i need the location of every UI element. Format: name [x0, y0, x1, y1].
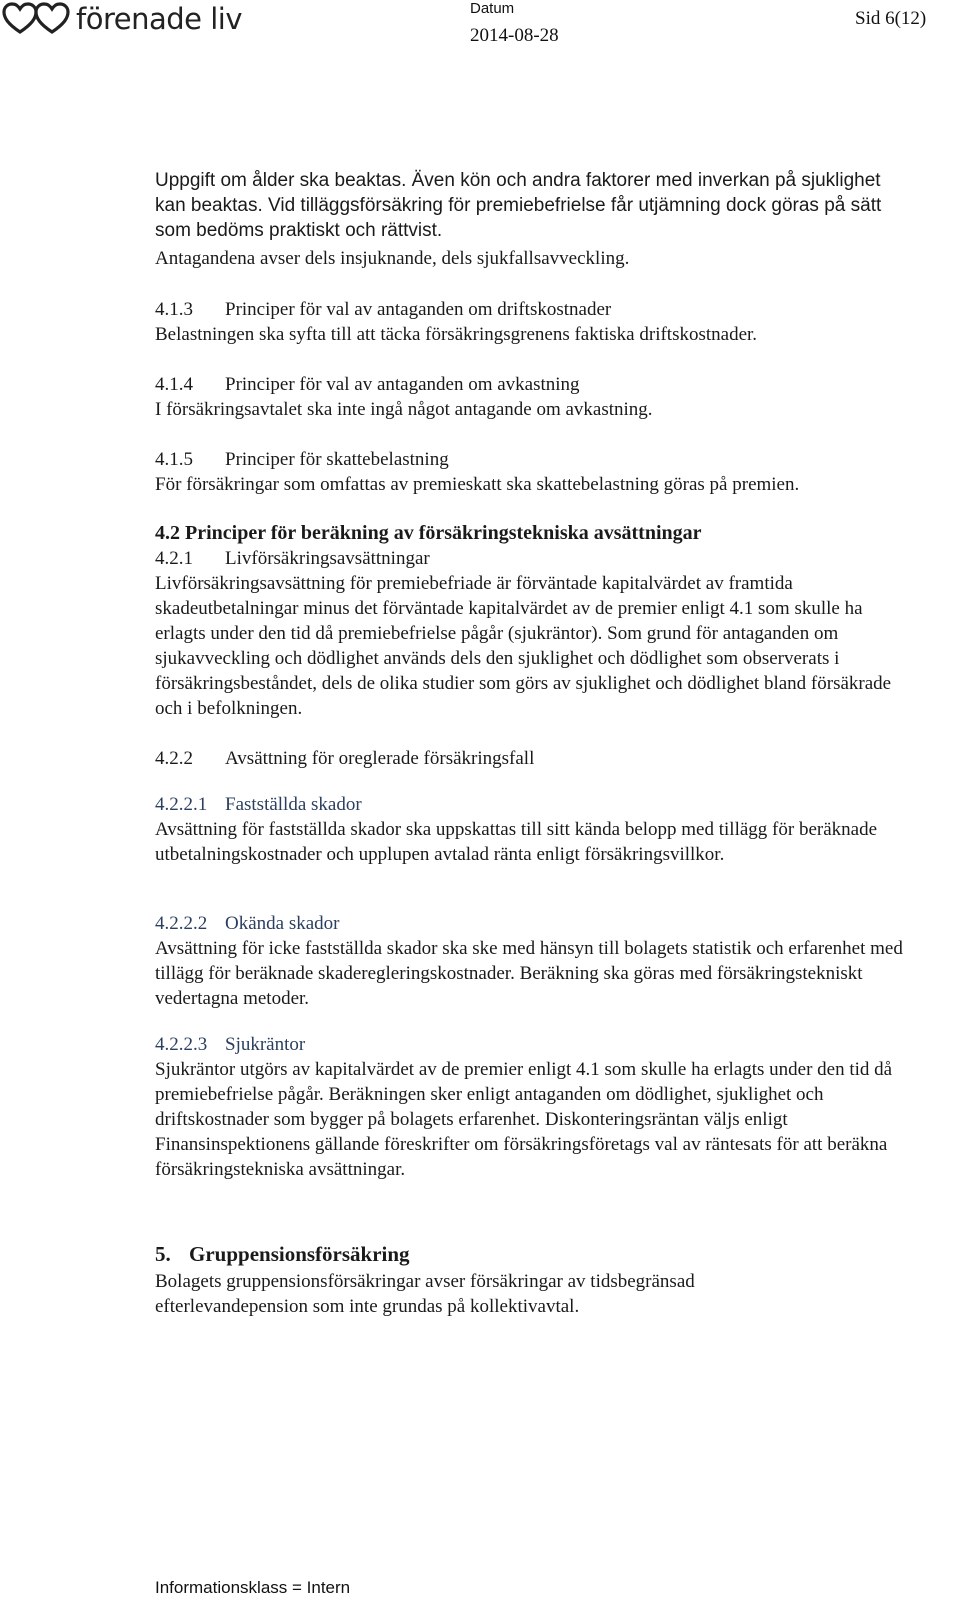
- section-number: 4.2.2.2: [155, 913, 208, 934]
- section-5-body: Bolagets gruppensionsförsäkringar avser försäkringar av tidsbegränsad efterlevandepension som inte grundas på kollektivavtal.: [155, 1271, 695, 1317]
- section-4-2-2-1-heading: [155, 792, 915, 817]
- section-title: Avsättning för oreglerade försäkringsfall: [225, 748, 535, 769]
- section-4-1-4-heading: [155, 372, 915, 397]
- hearts-logo-icon: [2, 2, 72, 36]
- section-4-2-2-3-body: Sjukräntor utgörs av kapitalvärdet av de premier enligt 4.1 som skulle ha erlagts under den tid då premiebefrielse pågår. Beräkningen sker enligt antaganden om dödlighet, sjuklighet och driftskostnader som bygger på bolagets erfarenhet. Diskonteringsräntan väljs enligt Finansinspektionens gällande föreskrifter om försäkringsföretags val av räntesats för att beräkna försäkringstekniska avsättningar.: [155, 1059, 893, 1180]
- section-number: 5.: [155, 1242, 171, 1266]
- section-4-1-5-body: För försäkringar som omfattas av premieskatt ska skattebelastning göras på premien.: [155, 474, 800, 495]
- section-title: Okända skador: [225, 913, 340, 934]
- section-title: Fastställda skador: [225, 794, 362, 815]
- section-4-2-1-heading: [155, 546, 915, 571]
- section-4-2-2-1-body: Avsättning för fastställda skador ska uppskattas till sitt kända belopp med tillägg för beräknade utbetalningskostnader och upplupen avtalad ränta enligt försäkringsvillkor.: [155, 819, 877, 865]
- section-4-2-2-2-heading: [155, 911, 915, 936]
- information-classification: Informationsklass = Intern: [155, 1578, 351, 1597]
- logo-wordmark: förenade liv: [76, 2, 242, 36]
- date-value: 2014-08-28: [470, 25, 559, 46]
- section-4-1-4-body: I försäkringsavtalet ska inte ingå något antagande om avkastning.: [155, 399, 653, 420]
- section-number: 4.2.2.3: [155, 1034, 208, 1055]
- section-4-1-3-body: Belastningen ska syfta till att täcka försäkringsgrenens faktiska driftskostnader.: [155, 324, 758, 345]
- section-4-1-5-heading: [155, 447, 915, 472]
- section-title: Sjukräntor: [225, 1034, 306, 1055]
- date-label: Datum: [470, 0, 515, 17]
- section-title: Gruppensionsförsäkring: [189, 1242, 410, 1266]
- section-title: Principer för val av antaganden om avkastning: [225, 374, 580, 395]
- intro-paragraph-2: Antagandena avser dels insjuknande, dels sjukfallsavveckling.: [155, 248, 630, 269]
- section-title: Principer för skattebelastning: [225, 449, 449, 470]
- section-4-2-heading: 4.2 Principer för beräkning av försäkringstekniska avsättningar: [155, 522, 702, 544]
- section-number: 4.1.4: [155, 374, 193, 395]
- section-number: 4.1.5: [155, 449, 193, 470]
- section-4-2-2-2-body: Avsättning för icke fastställda skador ska ske med hänsyn till bolagets statistik och erfarenhet med tillägg för beräknade skaderegleringskostnader. Beräkning ska göras med försäkringstekniskt vedertagna metoder.: [155, 938, 903, 1009]
- section-number: 4.2.2.1: [155, 794, 208, 815]
- section-title: Livförsäkringsavsättningar: [225, 548, 430, 569]
- section-4-2-2-3-heading: [155, 1032, 915, 1057]
- section-4-2-1-body: Livförsäkringsavsättning för premiebefriade är förväntade kapitalvärdet av framtida skadeutbetalningar minus det förväntade kapitalvärdet av de premier enligt 4.1 som skulle ha erlagts under den tid då premiebefrielse pågår (sjukräntor). Som grund för antaganden om sjukavveckling och dödlighet används dels den sjuklighet och dödlighet som observerats i försäkringsbeståndet, dels de olika studier som görs av sjuklighet och dödlighet bland försäkrade och i befolkningen.: [155, 573, 892, 719]
- section-number: 4.2.2: [155, 748, 193, 769]
- section-number: 4.1.3: [155, 299, 193, 320]
- intro-paragraph: Uppgift om ålder ska beaktas. Även kön och andra faktorer med inverkan på sjuklighet kan beaktas. Vid tilläggsförsäkring för premiebefrielse får utjämning dock göras på sätt som bedöms praktiskt och rättvist.: [155, 170, 882, 241]
- section-4-2-2-heading: [155, 746, 915, 771]
- section-number: 4.2.1: [155, 548, 193, 569]
- company-logo: [2, 0, 242, 38]
- section-5-heading: [155, 1242, 915, 1267]
- section-4-1-3-heading: [155, 297, 915, 322]
- section-title: Principer för val av antaganden om driftskostnader: [225, 299, 612, 320]
- page-number: Sid 6(12): [855, 8, 927, 29]
